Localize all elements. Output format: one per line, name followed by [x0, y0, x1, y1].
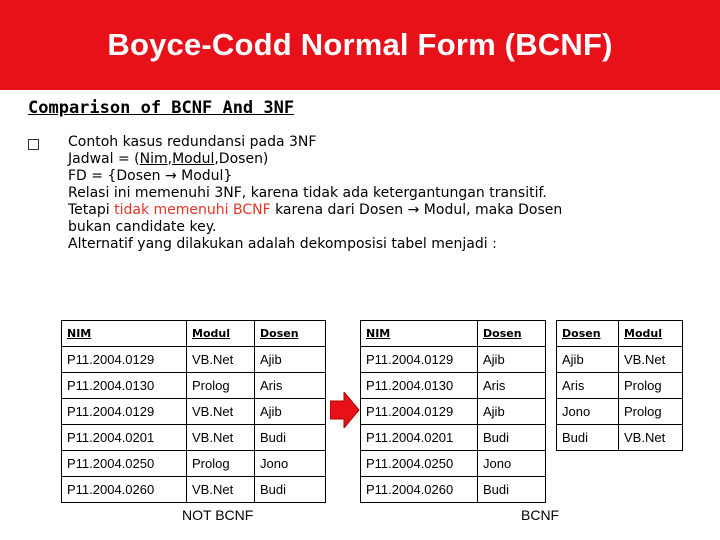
table-row [361, 451, 546, 477]
key-attribute: Nim [139, 151, 168, 167]
column-header: NIM [361, 321, 478, 347]
table-cell: P11.2004.0260 [62, 477, 187, 503]
jadwal-table-not-bcnf [61, 320, 326, 503]
body-line: Relasi ini memenuhi 3NF, karena tidak ada ketergantungan transitif. [68, 185, 547, 201]
table-row [361, 425, 546, 451]
table-row [62, 451, 326, 477]
table-cell: VB.Net [187, 347, 255, 373]
table-row [557, 399, 683, 425]
table-cell: Budi [478, 425, 546, 451]
table-cell: Aris [557, 373, 619, 399]
table-cell: Budi [478, 477, 546, 503]
text-span: Tetapi [68, 202, 115, 218]
table-cell: P11.2004.0201 [62, 425, 187, 451]
key-attribute: Modul [172, 151, 215, 167]
body-line [68, 202, 562, 219]
table-cell: P11.2004.0129 [62, 347, 187, 373]
table-cell: VB.Net [187, 477, 255, 503]
body-line: bukan candidate key. [68, 219, 217, 235]
text-span: ,Dosen) [214, 151, 269, 167]
table-row [557, 347, 683, 373]
table-cell: Budi [557, 425, 619, 451]
body-line [68, 151, 562, 168]
table-cell: VB.Net [187, 399, 255, 425]
table-header-row [361, 321, 546, 347]
table-cell: Prolog [187, 373, 255, 399]
column-header: Dosen [557, 321, 619, 347]
column-header: NIM [62, 321, 187, 347]
table-header-row [62, 321, 326, 347]
section-subtitle: Comparison of BCNF And 3NF [28, 98, 295, 118]
table-row [361, 477, 546, 503]
table-row [361, 373, 546, 399]
table-cell: Budi [255, 477, 326, 503]
table-cell: P11.2004.0130 [361, 373, 478, 399]
column-header: Modul [619, 321, 683, 347]
square-bullet-icon [28, 139, 39, 150]
decompose-arrow-icon [330, 392, 360, 428]
table-row [62, 477, 326, 503]
table-cell: Ajib [478, 399, 546, 425]
text-span: , [167, 151, 173, 167]
body-line: Alternatif yang dilakukan adalah dekomposisi tabel menjadi : [68, 236, 497, 252]
table-cell: Ajib [478, 347, 546, 373]
table-cell: Ajib [255, 399, 326, 425]
table-cell: VB.Net [619, 425, 683, 451]
table-row [361, 347, 546, 373]
table-cell: Aris [478, 373, 546, 399]
table-cell: P11.2004.0129 [62, 399, 187, 425]
table-cell: P11.2004.0130 [62, 373, 187, 399]
dosen-modul-table [556, 320, 683, 451]
body-text [68, 134, 562, 253]
table-cell: P11.2004.0250 [361, 451, 478, 477]
table-row [62, 347, 326, 373]
table-cell: Ajib [255, 347, 326, 373]
table-cell: P11.2004.0129 [361, 347, 478, 373]
table-row [557, 373, 683, 399]
body-line: FD = {Dosen → Modul} [68, 168, 233, 184]
table-cell: Budi [255, 425, 326, 451]
table-cell: Prolog [619, 399, 683, 425]
text-span: Jadwal = ( [68, 151, 140, 167]
table-cell: P11.2004.0260 [361, 477, 478, 503]
not-bcnf-caption: NOT BCNF [182, 507, 254, 523]
table-row [361, 399, 546, 425]
slide-title: Boyce-Codd Normal Form (BCNF) [107, 27, 613, 62]
table-row [62, 373, 326, 399]
text-span: karena dari Dosen → Modul, maka Dosen [270, 202, 563, 218]
title-bar [0, 0, 720, 90]
table-cell: Prolog [619, 373, 683, 399]
table-header-row [557, 321, 683, 347]
column-header: Dosen [478, 321, 546, 347]
table-cell: Prolog [187, 451, 255, 477]
column-header: Dosen [255, 321, 326, 347]
table-cell: P11.2004.0250 [62, 451, 187, 477]
table-cell: VB.Net [619, 347, 683, 373]
table-cell: Jono [557, 399, 619, 425]
table-cell: Jono [478, 451, 546, 477]
table-row [62, 399, 326, 425]
table-cell: P11.2004.0129 [361, 399, 478, 425]
table-cell: VB.Net [187, 425, 255, 451]
table-cell: Ajib [557, 347, 619, 373]
table-cell: Aris [255, 373, 326, 399]
table-cell: P11.2004.0201 [361, 425, 478, 451]
table-row [62, 425, 326, 451]
table-row [557, 425, 683, 451]
body-line: Contoh kasus redundansi pada 3NF [68, 134, 317, 150]
table-cell: Jono [255, 451, 326, 477]
column-header: Modul [187, 321, 255, 347]
bcnf-caption: BCNF [521, 507, 560, 523]
nim-dosen-table [360, 320, 546, 503]
highlight-text: tidak memenuhi BCNF [114, 202, 271, 218]
